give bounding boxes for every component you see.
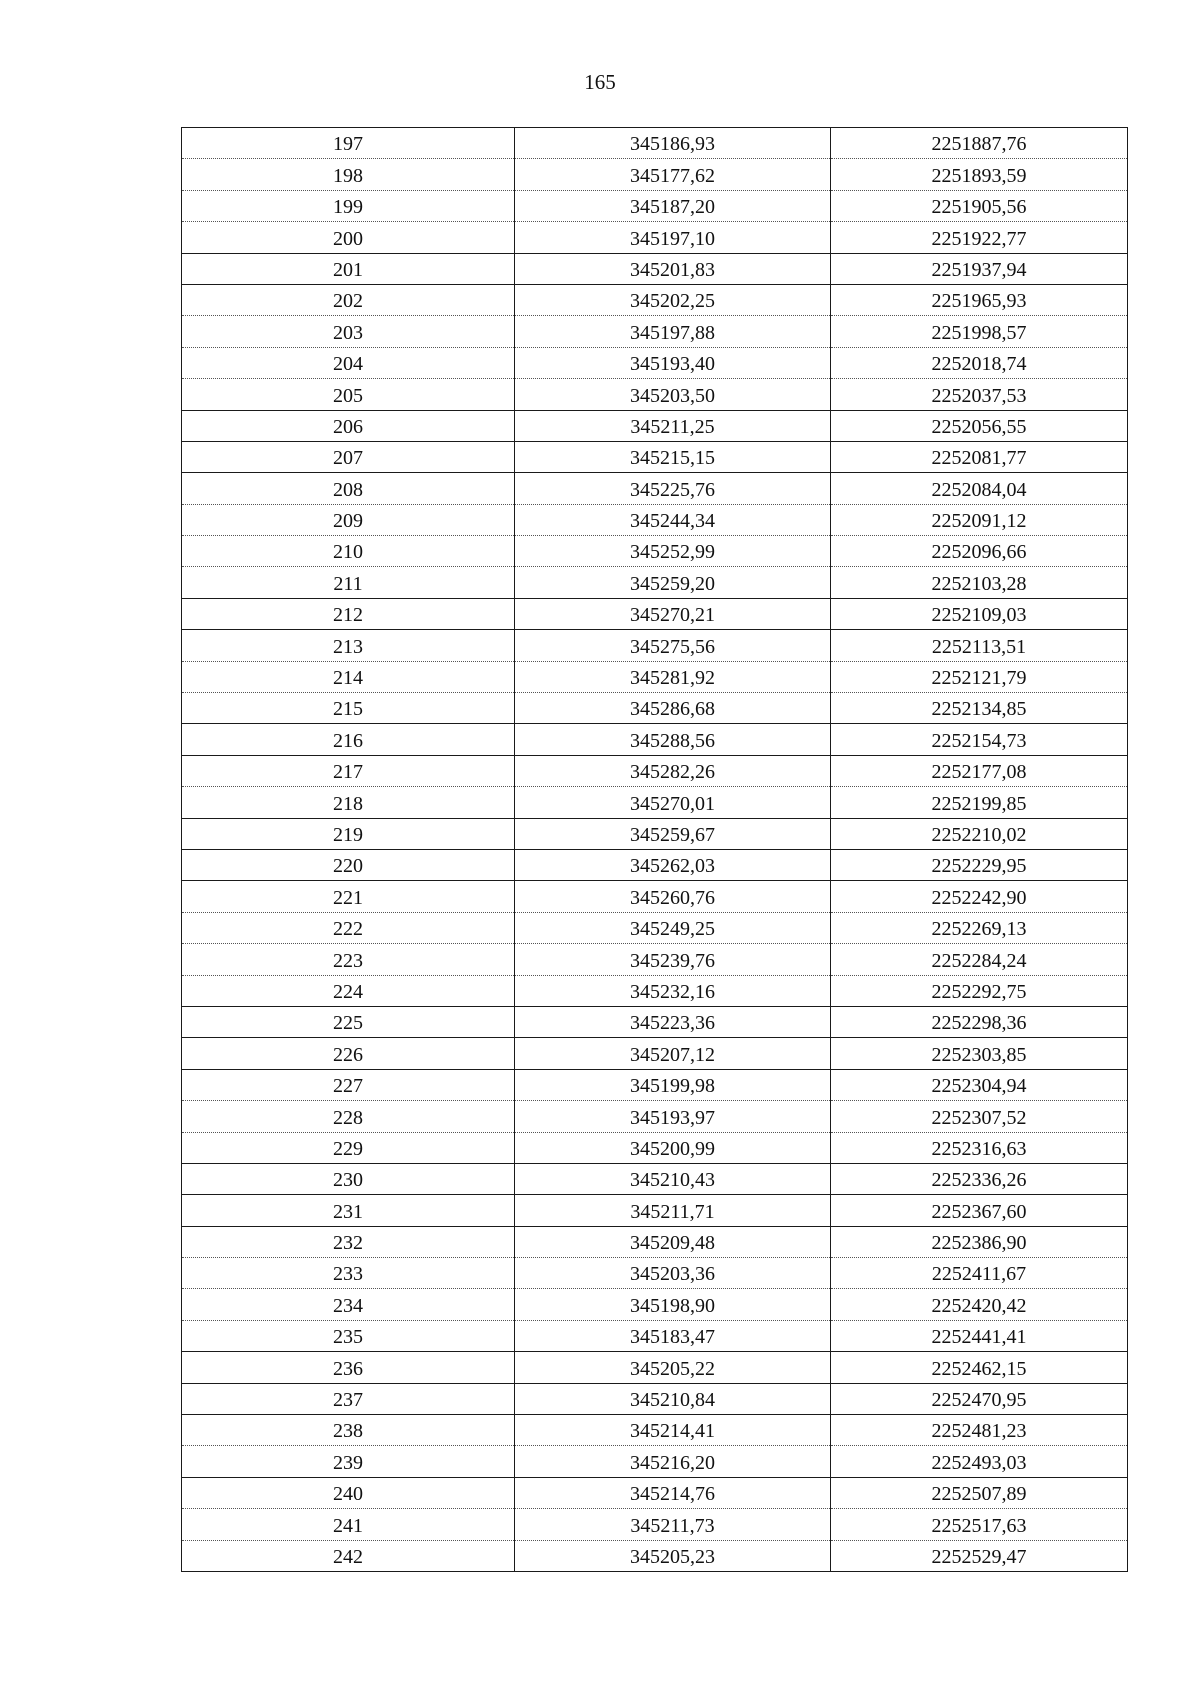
point-number-cell: 239 bbox=[182, 1446, 515, 1477]
point-number-cell: 237 bbox=[182, 1383, 515, 1414]
x-coordinate-cell: 345199,98 bbox=[515, 1069, 831, 1100]
y-coordinate-cell: 2251965,93 bbox=[831, 284, 1128, 315]
table-row bbox=[182, 128, 1128, 159]
y-coordinate-cell: 2252470,95 bbox=[831, 1383, 1128, 1414]
point-number-cell: 233 bbox=[182, 1258, 515, 1289]
point-number-cell: 231 bbox=[182, 1195, 515, 1226]
point-number-cell: 232 bbox=[182, 1226, 515, 1257]
point-number-cell: 207 bbox=[182, 441, 515, 472]
coordinates-table-body bbox=[182, 128, 1128, 1572]
y-coordinate-cell: 2252420,42 bbox=[831, 1289, 1128, 1320]
table-row bbox=[182, 912, 1128, 943]
x-coordinate-cell: 345259,20 bbox=[515, 567, 831, 598]
point-number-cell: 217 bbox=[182, 755, 515, 786]
x-coordinate-cell: 345214,41 bbox=[515, 1415, 831, 1446]
point-number-cell: 203 bbox=[182, 316, 515, 347]
point-number-cell: 214 bbox=[182, 661, 515, 692]
point-number-cell: 224 bbox=[182, 975, 515, 1006]
table-row bbox=[182, 724, 1128, 755]
point-number-cell: 213 bbox=[182, 630, 515, 661]
point-number-cell: 230 bbox=[182, 1163, 515, 1194]
y-coordinate-cell: 2251998,57 bbox=[831, 316, 1128, 347]
y-coordinate-cell: 2252303,85 bbox=[831, 1038, 1128, 1069]
table-row bbox=[182, 1101, 1128, 1132]
table-row bbox=[182, 1258, 1128, 1289]
y-coordinate-cell: 2252298,36 bbox=[831, 1006, 1128, 1037]
x-coordinate-cell: 345270,21 bbox=[515, 598, 831, 629]
page-number: 165 bbox=[584, 70, 616, 94]
point-number-cell: 221 bbox=[182, 881, 515, 912]
table-row bbox=[182, 1069, 1128, 1100]
point-number-cell: 235 bbox=[182, 1320, 515, 1351]
table-row bbox=[182, 222, 1128, 253]
y-coordinate-cell: 2252307,52 bbox=[831, 1101, 1128, 1132]
table-row bbox=[182, 190, 1128, 221]
table-row bbox=[182, 1509, 1128, 1540]
y-coordinate-cell: 2252096,66 bbox=[831, 536, 1128, 567]
point-number-cell: 212 bbox=[182, 598, 515, 629]
x-coordinate-cell: 345205,22 bbox=[515, 1352, 831, 1383]
table-row bbox=[182, 1320, 1128, 1351]
x-coordinate-cell: 345275,56 bbox=[515, 630, 831, 661]
table-row bbox=[182, 1006, 1128, 1037]
y-coordinate-cell: 2252336,26 bbox=[831, 1163, 1128, 1194]
y-coordinate-cell: 2252411,67 bbox=[831, 1258, 1128, 1289]
point-number-cell: 236 bbox=[182, 1352, 515, 1383]
table-row bbox=[182, 347, 1128, 378]
x-coordinate-cell: 345201,83 bbox=[515, 253, 831, 284]
x-coordinate-cell: 345260,76 bbox=[515, 881, 831, 912]
x-coordinate-cell: 345197,88 bbox=[515, 316, 831, 347]
y-coordinate-cell: 2252269,13 bbox=[831, 912, 1128, 943]
x-coordinate-cell: 345262,03 bbox=[515, 849, 831, 880]
point-number-cell: 199 bbox=[182, 190, 515, 221]
x-coordinate-cell: 345207,12 bbox=[515, 1038, 831, 1069]
table-row bbox=[182, 410, 1128, 441]
point-number-cell: 226 bbox=[182, 1038, 515, 1069]
x-coordinate-cell: 345216,20 bbox=[515, 1446, 831, 1477]
point-number-cell: 227 bbox=[182, 1069, 515, 1100]
y-coordinate-cell: 2252154,73 bbox=[831, 724, 1128, 755]
point-number-cell: 228 bbox=[182, 1101, 515, 1132]
point-number-cell: 204 bbox=[182, 347, 515, 378]
coordinates-table bbox=[181, 127, 1128, 1572]
y-coordinate-cell: 2252199,85 bbox=[831, 787, 1128, 818]
x-coordinate-cell: 345203,50 bbox=[515, 379, 831, 410]
y-coordinate-cell: 2252529,47 bbox=[831, 1540, 1128, 1571]
table-row bbox=[182, 441, 1128, 472]
table-row bbox=[182, 284, 1128, 315]
y-coordinate-cell: 2252481,23 bbox=[831, 1415, 1128, 1446]
y-coordinate-cell: 2252210,02 bbox=[831, 818, 1128, 849]
table-row bbox=[182, 1352, 1128, 1383]
x-coordinate-cell: 345205,23 bbox=[515, 1540, 831, 1571]
point-number-cell: 234 bbox=[182, 1289, 515, 1320]
table-row bbox=[182, 253, 1128, 284]
y-coordinate-cell: 2252367,60 bbox=[831, 1195, 1128, 1226]
point-number-cell: 210 bbox=[182, 536, 515, 567]
point-number-cell: 197 bbox=[182, 128, 515, 159]
y-coordinate-cell: 2252517,63 bbox=[831, 1509, 1128, 1540]
y-coordinate-cell: 2252113,51 bbox=[831, 630, 1128, 661]
point-number-cell: 208 bbox=[182, 473, 515, 504]
table-row bbox=[182, 504, 1128, 535]
x-coordinate-cell: 345286,68 bbox=[515, 693, 831, 724]
point-number-cell: 242 bbox=[182, 1540, 515, 1571]
x-coordinate-cell: 345210,84 bbox=[515, 1383, 831, 1414]
y-coordinate-cell: 2252109,03 bbox=[831, 598, 1128, 629]
table-row bbox=[182, 567, 1128, 598]
table-row bbox=[182, 881, 1128, 912]
table-row bbox=[182, 473, 1128, 504]
table-row bbox=[182, 693, 1128, 724]
x-coordinate-cell: 345183,47 bbox=[515, 1320, 831, 1351]
point-number-cell: 240 bbox=[182, 1477, 515, 1508]
point-number-cell: 225 bbox=[182, 1006, 515, 1037]
x-coordinate-cell: 345232,16 bbox=[515, 975, 831, 1006]
table-row bbox=[182, 849, 1128, 880]
y-coordinate-cell: 2251893,59 bbox=[831, 159, 1128, 190]
table-row bbox=[182, 1289, 1128, 1320]
y-coordinate-cell: 2251937,94 bbox=[831, 253, 1128, 284]
table-row bbox=[182, 536, 1128, 567]
y-coordinate-cell: 2252121,79 bbox=[831, 661, 1128, 692]
table-row bbox=[182, 598, 1128, 629]
point-number-cell: 205 bbox=[182, 379, 515, 410]
x-coordinate-cell: 345211,25 bbox=[515, 410, 831, 441]
x-coordinate-cell: 345203,36 bbox=[515, 1258, 831, 1289]
x-coordinate-cell: 345244,34 bbox=[515, 504, 831, 535]
table-row bbox=[182, 316, 1128, 347]
table-row bbox=[182, 975, 1128, 1006]
y-coordinate-cell: 2252177,08 bbox=[831, 755, 1128, 786]
x-coordinate-cell: 345187,20 bbox=[515, 190, 831, 221]
y-coordinate-cell: 2252441,41 bbox=[831, 1320, 1128, 1351]
y-coordinate-cell: 2251922,77 bbox=[831, 222, 1128, 253]
x-coordinate-cell: 345186,93 bbox=[515, 128, 831, 159]
x-coordinate-cell: 345288,56 bbox=[515, 724, 831, 755]
y-coordinate-cell: 2251887,76 bbox=[831, 128, 1128, 159]
x-coordinate-cell: 345249,25 bbox=[515, 912, 831, 943]
x-coordinate-cell: 345193,40 bbox=[515, 347, 831, 378]
x-coordinate-cell: 345177,62 bbox=[515, 159, 831, 190]
table-row bbox=[182, 787, 1128, 818]
point-number-cell: 238 bbox=[182, 1415, 515, 1446]
table-row bbox=[182, 1540, 1128, 1571]
table-row bbox=[182, 1038, 1128, 1069]
x-coordinate-cell: 345239,76 bbox=[515, 944, 831, 975]
y-coordinate-cell: 2252507,89 bbox=[831, 1477, 1128, 1508]
table-row bbox=[182, 379, 1128, 410]
y-coordinate-cell: 2252284,24 bbox=[831, 944, 1128, 975]
y-coordinate-cell: 2252084,04 bbox=[831, 473, 1128, 504]
table-row bbox=[182, 1383, 1128, 1414]
x-coordinate-cell: 345282,26 bbox=[515, 755, 831, 786]
x-coordinate-cell: 345211,71 bbox=[515, 1195, 831, 1226]
point-number-cell: 211 bbox=[182, 567, 515, 598]
x-coordinate-cell: 345198,90 bbox=[515, 1289, 831, 1320]
y-coordinate-cell: 2252316,63 bbox=[831, 1132, 1128, 1163]
x-coordinate-cell: 345215,15 bbox=[515, 441, 831, 472]
y-coordinate-cell: 2251905,56 bbox=[831, 190, 1128, 221]
y-coordinate-cell: 2252037,53 bbox=[831, 379, 1128, 410]
point-number-cell: 200 bbox=[182, 222, 515, 253]
x-coordinate-cell: 345209,48 bbox=[515, 1226, 831, 1257]
x-coordinate-cell: 345223,36 bbox=[515, 1006, 831, 1037]
y-coordinate-cell: 2252462,15 bbox=[831, 1352, 1128, 1383]
table-row bbox=[182, 818, 1128, 849]
table-row bbox=[182, 1132, 1128, 1163]
point-number-cell: 219 bbox=[182, 818, 515, 849]
x-coordinate-cell: 345193,97 bbox=[515, 1101, 831, 1132]
y-coordinate-cell: 2252386,90 bbox=[831, 1226, 1128, 1257]
point-number-cell: 222 bbox=[182, 912, 515, 943]
x-coordinate-cell: 345281,92 bbox=[515, 661, 831, 692]
y-coordinate-cell: 2252018,74 bbox=[831, 347, 1128, 378]
y-coordinate-cell: 2252091,12 bbox=[831, 504, 1128, 535]
x-coordinate-cell: 345197,10 bbox=[515, 222, 831, 253]
point-number-cell: 202 bbox=[182, 284, 515, 315]
x-coordinate-cell: 345270,01 bbox=[515, 787, 831, 818]
table-row bbox=[182, 159, 1128, 190]
y-coordinate-cell: 2252081,77 bbox=[831, 441, 1128, 472]
point-number-cell: 223 bbox=[182, 944, 515, 975]
point-number-cell: 241 bbox=[182, 1509, 515, 1540]
x-coordinate-cell: 345211,73 bbox=[515, 1509, 831, 1540]
point-number-cell: 201 bbox=[182, 253, 515, 284]
point-number-cell: 209 bbox=[182, 504, 515, 535]
y-coordinate-cell: 2252292,75 bbox=[831, 975, 1128, 1006]
table-row bbox=[182, 1226, 1128, 1257]
y-coordinate-cell: 2252242,90 bbox=[831, 881, 1128, 912]
point-number-cell: 206 bbox=[182, 410, 515, 441]
y-coordinate-cell: 2252493,03 bbox=[831, 1446, 1128, 1477]
x-coordinate-cell: 345259,67 bbox=[515, 818, 831, 849]
point-number-cell: 220 bbox=[182, 849, 515, 880]
x-coordinate-cell: 345210,43 bbox=[515, 1163, 831, 1194]
y-coordinate-cell: 2252103,28 bbox=[831, 567, 1128, 598]
table-row bbox=[182, 1195, 1128, 1226]
x-coordinate-cell: 345214,76 bbox=[515, 1477, 831, 1508]
y-coordinate-cell: 2252134,85 bbox=[831, 693, 1128, 724]
y-coordinate-cell: 2252056,55 bbox=[831, 410, 1128, 441]
x-coordinate-cell: 345252,99 bbox=[515, 536, 831, 567]
table-row bbox=[182, 661, 1128, 692]
y-coordinate-cell: 2252304,94 bbox=[831, 1069, 1128, 1100]
x-coordinate-cell: 345225,76 bbox=[515, 473, 831, 504]
table-row bbox=[182, 1446, 1128, 1477]
point-number-cell: 216 bbox=[182, 724, 515, 755]
table-row bbox=[182, 1477, 1128, 1508]
table-row bbox=[182, 755, 1128, 786]
table-row bbox=[182, 944, 1128, 975]
point-number-cell: 215 bbox=[182, 693, 515, 724]
x-coordinate-cell: 345200,99 bbox=[515, 1132, 831, 1163]
point-number-cell: 198 bbox=[182, 159, 515, 190]
point-number-cell: 229 bbox=[182, 1132, 515, 1163]
y-coordinate-cell: 2252229,95 bbox=[831, 849, 1128, 880]
x-coordinate-cell: 345202,25 bbox=[515, 284, 831, 315]
point-number-cell: 218 bbox=[182, 787, 515, 818]
table-row bbox=[182, 1163, 1128, 1194]
table-row bbox=[182, 630, 1128, 661]
table-row bbox=[182, 1415, 1128, 1446]
